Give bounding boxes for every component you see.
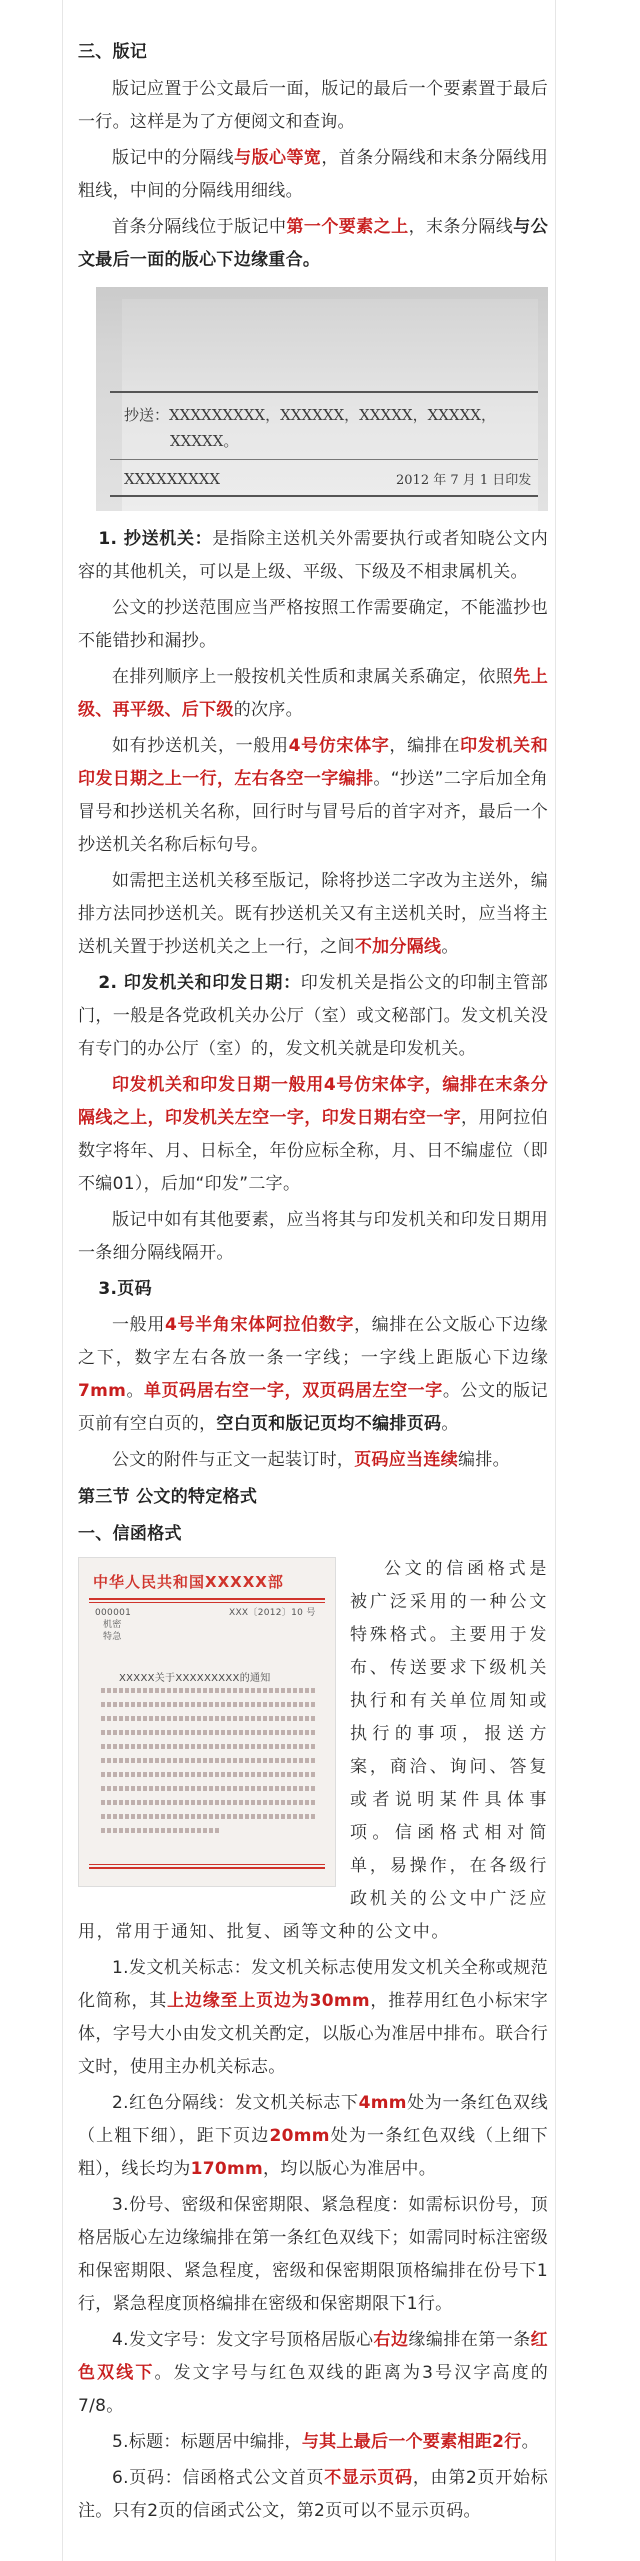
paragraph: 公文的附件与正文一起装订时，页码应当连续编排。 [112,1450,510,1470]
paragraph: 首条分隔线位于版记中第一个要素之上，末条分隔线与公文最后一面的版心下边缘重合。 [78,217,548,270]
paragraph: 3.份号、密级和保密期限、紧急程度：如需标识份号，顶格居版心左边缘编排在第一条红色双线下；如需同时标注密级和保密期限、紧急程度，密级和保密期限顶格编排在份号下1行，紧急程度顶格编排在密级和保密期限下1行。 [78,2195,548,2314]
secret-level: 机密 [103,1620,122,1630]
copy-number: 000001 [95,1608,132,1618]
paragraph: 3.页码 [98,1279,152,1299]
paragraph: 版记中如有其他要素，应当将其与印发机关和印发日期用一条细分隔线隔开。 [78,1210,548,1263]
margin-line-left [62,0,63,2561]
subheading-letter-format: 一、信函格式 [78,1524,182,1544]
letter-format-block [78,1553,548,1952]
paragraph: 5.标题：标题居中编排，与其上最后一个要素相距2行。 [112,2432,539,2452]
section-heading-banji: 三、版记 [78,42,148,62]
section-heading-special-format: 第三节 公文的特定格式 [78,1487,258,1507]
paragraph: 1.发文机关标志：发文机关标志使用发文机关全称或规范化简称，其上边缘至上页边为30mm，推荐用红色小标宋字体，字号大小由发文机关酌定，以版心为准居中排布。联合行文时，使用主办机关标志。 [78,1958,549,2077]
paragraph: 公文的抄送范围应当严格按照工作需要确定，不能滥抄也不能错抄和漏抄。 [78,598,548,651]
paragraph: 2.红色分隔线：发文机关标志下4mm处为一条红色双线（上粗下细），距下页边20mm处为一条红色双线（上细下粗），线长均为170mm，均以版心为准居中。 [78,2093,548,2179]
urgency-level: 特急 [103,1632,122,1642]
document-number: XXX〔2012〕10 号 [229,1608,316,1618]
paragraph: 印发机关和印发日期一般用4号仿宋体字，编排在末条分隔线之上，印发机关左空一字，印发日期右空一字，用阿拉伯数字将年、月、日标全，年份应标全称，月、日不编虚位（即不编01），后加“印发”二字。 [78,1075,548,1194]
paragraph: 4.发文字号：发文字号顶格居版心右边缘编排在第一条红色双线下。发文字号与红色双线的距离为3号汉字高度的7/8。 [78,2330,548,2416]
paragraph: 1. 抄送机关：是指除主送机关外需要执行或者知晓公文内容的其他机关，可以是上级、平级、下级及不相隶属机关。 [78,529,548,582]
paragraph: 2. 印发机关和印发日期：印发机关是指公文的印制主管部门，一般是各党政机关办公厅（室）或文秘部门。发文机关没有专门的办公厅（室）的，发文机关就是印发机关。 [78,973,549,1059]
paragraph: 如有抄送机关，一般用4号仿宋体字，编排在印发机关和印发日期之上一行，左右各空一字编排。“抄送”二字后加全角冒号和抄送机关名称，回行时与冒号后的首字对齐，最后一个抄送机关名称后标句号。 [78,736,549,855]
letterhead-title: 中华人民共和国XXXXX部 [93,1573,284,1591]
paragraph: 如需把主送机关移至版记，除将抄送二字改为主送外，编排方法同抄送机关。既有抄送机关又有主送机关时，应当将主送机关置于抄送机关之上一行，之间不加分隔线。 [78,871,548,957]
paragraph: 6.页码：信函格式公文首页不显示页码，由第2页开始标注。只有2页的信函式公文，第2页可以不显示页码。 [78,2468,549,2521]
banji-example-photo [96,287,548,511]
paragraph: 版记应置于公文最后一面，版记的最后一个要素置于最后一行。这样是为了方便阅文和查询。 [78,79,548,132]
paragraph: 公文的信函格式是被广泛采用的一种公文特殊格式。主要用于发布、传送要求下级机关执行和有关单位周知或执行的事项，报送方案，商洽、询问、答复或者说明某件具体事项。信函格式相对简单，易操作，在各级行政机关的公文中广泛应用，常用于通知、批复、函等文种的公文中。 [78,1559,548,1942]
letter-format-example-image [78,1557,336,1887]
notice-title: XXXXX关于XXXXXXXXX的通知 [119,1673,271,1684]
issue-date: 2012 年 7 月 1 日印发 [396,473,532,488]
paragraph: 在排列顺序上一般按机关性质和隶属关系确定，依照先上级、再平级、后下级的次序。 [78,667,548,720]
chaosong-line: 抄送：XXXXXXXXX，XXXXXX，XXXXX，XXXXX， [124,406,496,424]
margin-line-right [555,0,556,2561]
paragraph: 版记中的分隔线与版心等宽，首条分隔线和末条分隔线用粗线，中间的分隔线用细线。 [78,148,549,201]
issuer-name: XXXXXXXXX [124,470,221,488]
paragraph: 一般用4号半角宋体阿拉伯数字，编排在公文版心下边缘之下，数字左右各放一条一字线；一字线上距版心下边缘7mm。单页码居右空一字，双页码居左空一字。公文的版记页前有空白页的，空白页和版记页均不编排页码。 [78,1315,548,1434]
chaosong-line-2: XXXXX。 [170,432,239,450]
